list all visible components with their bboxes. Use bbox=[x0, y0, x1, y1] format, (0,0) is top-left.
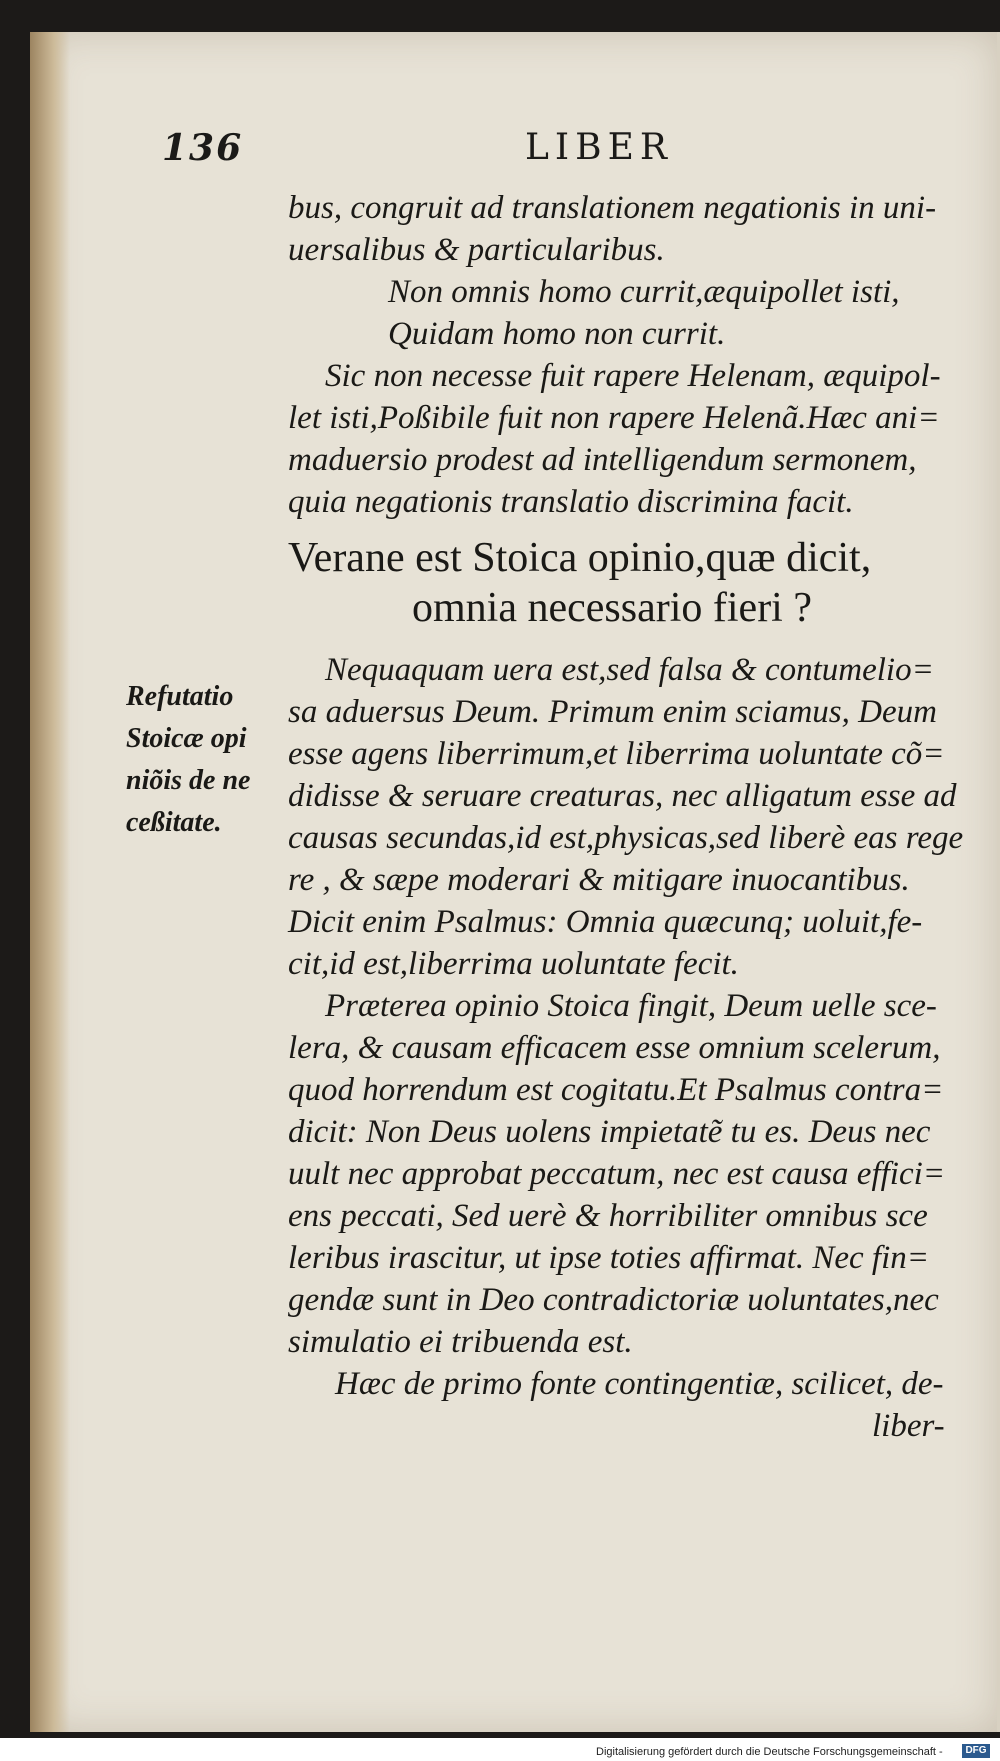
margin-note-line: Stoicæ opi bbox=[126, 723, 247, 754]
page-number: 136 bbox=[162, 127, 244, 169]
text-line: Dicit enim Psalmus: Omnia quæcunq; uoluit,fe- bbox=[288, 904, 923, 940]
section-heading-line: Verane est Stoica opinio,quæ dicit, bbox=[288, 535, 872, 581]
text-line: quod horrendum est cogitatu.Et Psalmus contra= bbox=[288, 1072, 944, 1108]
text-line: ens peccati, Sed uerè & horribiliter omnibus sce bbox=[288, 1198, 928, 1234]
section-heading-line: omnia necessario fieri ? bbox=[412, 585, 812, 631]
text-line: let isti,Poßibile fuit non rapere Helenã.Hæc ani= bbox=[288, 400, 940, 436]
text-line: lera, & causam efficacem esse omnium scelerum, bbox=[288, 1030, 941, 1066]
text-line: quia negationis translatio discrimina facit. bbox=[288, 484, 854, 520]
text-line: dicit: Non Deus uolens impietatẽ tu es. Deus nec bbox=[288, 1114, 931, 1150]
text-line: cit,id est,liberrima uoluntate fecit. bbox=[288, 946, 739, 982]
text-line: Nequaquam uera est,sed falsa & contumelio= bbox=[325, 652, 934, 688]
text-line: uult nec approbat peccatum, nec est causa effici= bbox=[288, 1156, 946, 1192]
text-line: Quidam homo non currit. bbox=[388, 316, 726, 352]
text-line: esse agens liberrimum,et liberrima uoluntate cõ= bbox=[288, 736, 945, 772]
text-line: Præterea opinio Stoica fingit, Deum uelle sce- bbox=[325, 988, 937, 1024]
page-gutter bbox=[30, 32, 70, 1732]
margin-note-line: niõis de ne bbox=[126, 765, 251, 796]
text-line: simulatio ei tribuenda est. bbox=[288, 1324, 633, 1360]
text-line: causas secundas,id est,physicas,sed liberè eas rege bbox=[288, 820, 964, 856]
catchword: liber- bbox=[872, 1408, 945, 1444]
text-line: leribus irascitur, ut ipse toties affirmat. Nec fin= bbox=[288, 1240, 930, 1276]
margin-note-line: ceßitate. bbox=[126, 807, 222, 838]
text-line: bus, congruit ad translationem negationis in uni- bbox=[288, 190, 937, 226]
digitization-credit: Digitalisierung gefördert durch die Deutsche Forschungsgemeinschaft - bbox=[596, 1746, 943, 1758]
text-line: Sic non necesse fuit rapere Helenam, æquipol- bbox=[325, 358, 941, 394]
text-line: uersalibus & particularibus. bbox=[288, 232, 665, 268]
running-head: LIBER bbox=[525, 127, 673, 168]
text-line: didisse & seruare creaturas, nec alligatum esse ad bbox=[288, 778, 957, 814]
margin-note-line: Refutatio bbox=[126, 681, 234, 712]
text-line: sa aduersus Deum. Primum enim sciamus, Deum bbox=[288, 694, 937, 730]
text-line: gendæ sunt in Deo contradictoriæ uoluntates,nec bbox=[288, 1282, 939, 1318]
text-line: Non omnis homo currit,æquipollet isti, bbox=[388, 274, 900, 310]
text-line: maduersio prodest ad intelligendum sermonem, bbox=[288, 442, 917, 478]
text-line: re , & sæpe moderari & mitigare inuocantibus. bbox=[288, 862, 910, 898]
dfg-logo: DFG bbox=[962, 1744, 990, 1758]
text-line: Hæc de primo fonte contingentiæ, scilicet, de- bbox=[335, 1366, 944, 1402]
